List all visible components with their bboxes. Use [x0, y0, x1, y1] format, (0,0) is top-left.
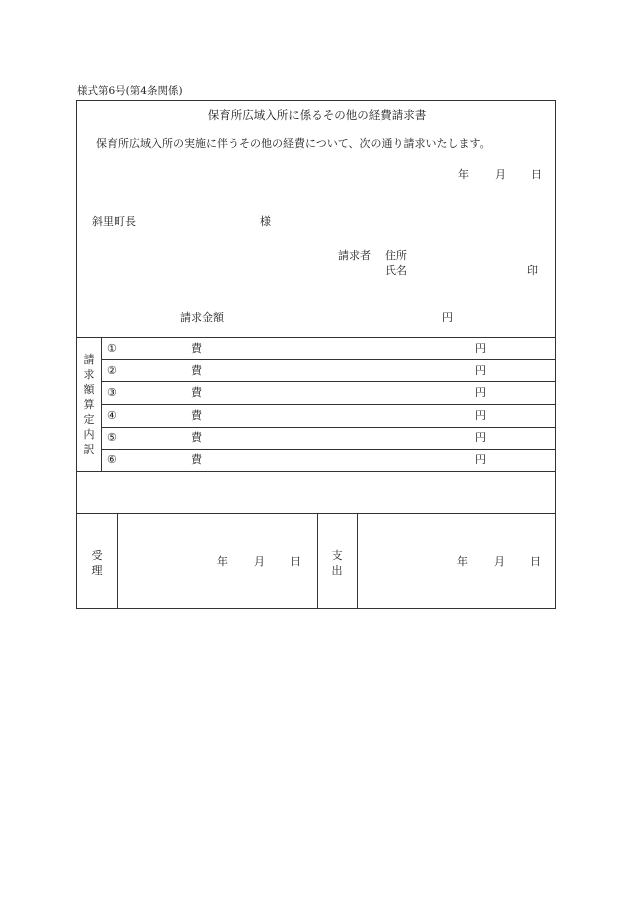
receipt-year-label: 年: [217, 555, 228, 568]
row-item-label: 費: [191, 409, 202, 422]
payment-label: 支出: [331, 549, 343, 577]
row-number: ②: [107, 364, 117, 377]
row-item-label: 費: [191, 431, 202, 444]
form-number-label: 様式第6号(第4条関係): [77, 85, 183, 97]
claim-form: [76, 100, 556, 609]
row-unit: 円: [475, 453, 486, 466]
row-unit: 円: [475, 364, 486, 377]
claim-amount-label: 請求金額: [180, 311, 224, 324]
payment-month-label: 月: [494, 555, 505, 568]
claim-amount-unit: 円: [442, 311, 453, 324]
payment-day-label: 日: [530, 555, 541, 568]
row-number: ⑤: [107, 431, 117, 444]
row-item-label: 費: [191, 364, 202, 377]
row-divider: [101, 381, 555, 382]
row-unit: 円: [475, 386, 486, 399]
row-number: ①: [107, 342, 117, 355]
row-divider: [101, 404, 555, 405]
receipt-day-label: 日: [290, 555, 301, 568]
receipt-month-label: 月: [254, 555, 265, 568]
section-divider: [77, 471, 555, 472]
payment-year-label: 年: [457, 555, 468, 568]
form-title: 保育所広域入所に係るその他の経費請求書: [207, 108, 427, 122]
date-day-label: 日: [531, 168, 542, 181]
claimant-name-label: 氏名: [385, 264, 407, 277]
section-divider: [77, 513, 555, 514]
section-divider: [77, 337, 555, 338]
receipt-label: 受理: [91, 549, 103, 577]
row-unit: 円: [475, 409, 486, 422]
addressee-name: 斜里町長: [92, 215, 136, 228]
row-number: ⑥: [107, 453, 117, 466]
seal-label: 印: [527, 264, 538, 277]
row-number: ③: [107, 386, 117, 399]
row-unit: 円: [475, 431, 486, 444]
addressee-honorific: 様: [260, 215, 271, 228]
claimant-address-label: 住所: [385, 249, 407, 262]
row-divider: [101, 359, 555, 360]
date-month-label: 月: [495, 168, 506, 181]
row-item-label: 費: [191, 342, 202, 355]
column-divider: [357, 513, 358, 609]
date-year-label: 年: [458, 168, 469, 181]
claimant-role: 請求者: [338, 249, 371, 262]
breakdown-vertical-label: 請求額算定内訳: [83, 353, 95, 456]
row-number: ④: [107, 409, 117, 422]
row-item-label: 費: [191, 386, 202, 399]
row-item-label: 費: [191, 453, 202, 466]
row-divider: [101, 427, 555, 428]
column-divider: [317, 513, 318, 609]
row-divider: [101, 449, 555, 450]
row-unit: 円: [475, 342, 486, 355]
column-divider: [117, 513, 118, 609]
intro-text: 保育所広域入所の実施に伴うその他の経費について、次の通り請求いたします。: [96, 137, 491, 150]
